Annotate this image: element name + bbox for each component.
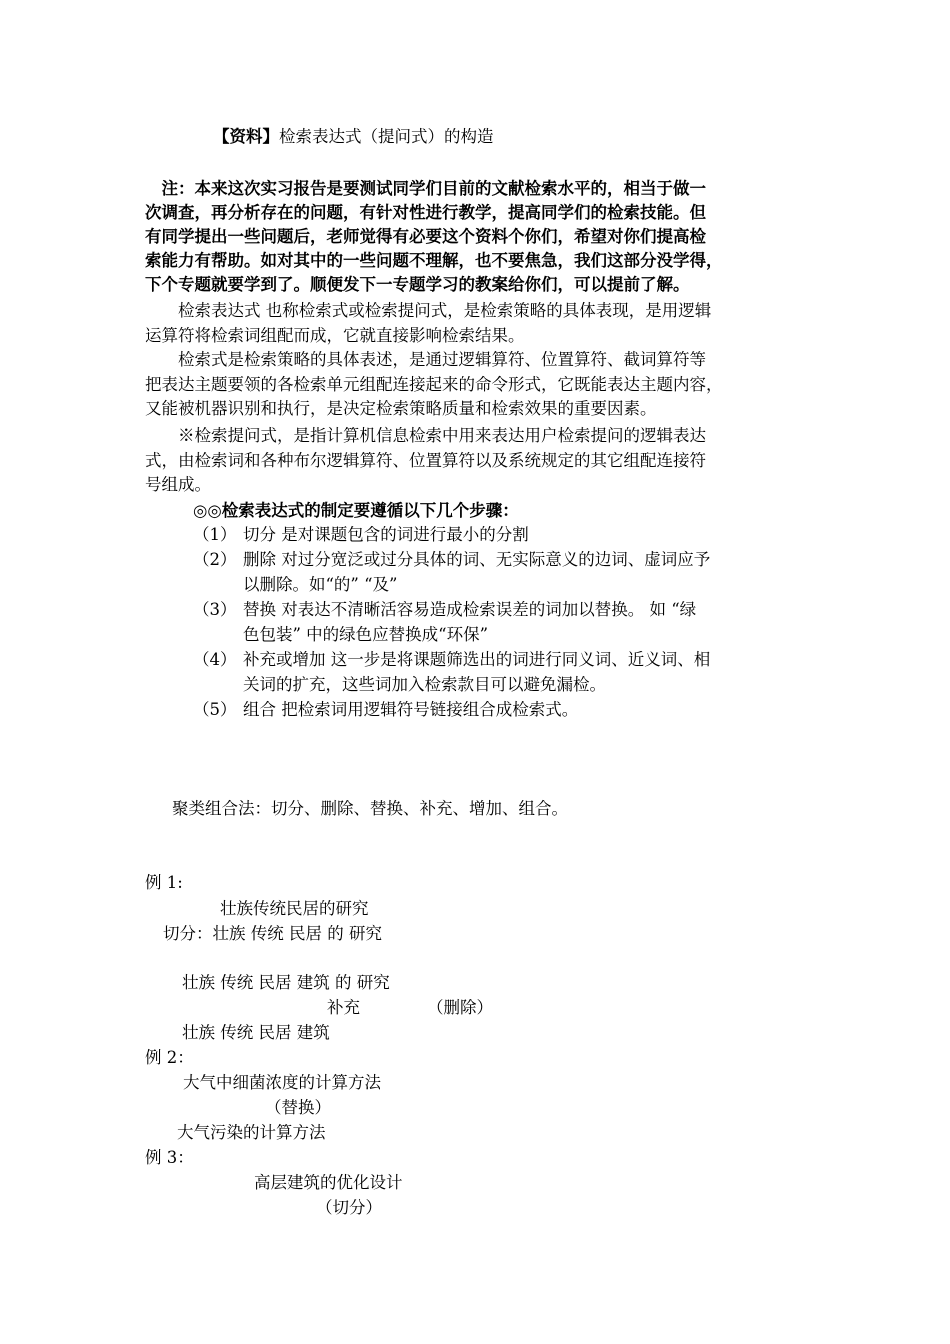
note-paragraph xyxy=(145,177,825,297)
steps-list xyxy=(0,523,950,723)
note-line: 下个专题就要学到了。顺便发下一专题学习的教案给你们，可以提前了解。 xyxy=(145,275,690,294)
example-1-cut: 切分：壮族 传统 民居 的 研究 xyxy=(163,924,382,943)
title-bracket: 【资料】 xyxy=(213,127,279,146)
paragraph-line: 式，由检索词和各种布尔逻辑算符、位置算符以及系统规定的其它组配连接符 xyxy=(145,450,706,470)
note-line: 有同学提出一些问题后，老师觉得有必要这个资料个你们，希望对你们提高检 xyxy=(145,227,706,246)
description-paragraph xyxy=(145,348,825,422)
paragraph-line: 检索式是检索策略的具体表述，是通过逻辑算符、位置算符、截词算符等 xyxy=(145,350,706,369)
definition-paragraph xyxy=(145,299,825,348)
step-number: （4） xyxy=(193,650,237,669)
example-1-row-1: 壮族 传统 民居 建筑 的 研究 xyxy=(182,973,390,992)
step-line: 切分 是对课题包含的词进行最小的分割 xyxy=(243,525,529,544)
page-title xyxy=(213,125,494,149)
example-2-note: （替换） xyxy=(265,1098,331,1117)
step-line: 删除 对过分宽泛或过分具体的词、无实际意义的边词、虚词应予 xyxy=(243,550,711,569)
example-1-note-add: 补充 xyxy=(327,998,360,1017)
steps-heading: ◎◎检索表达式的制定要遵循以下几个步骤： xyxy=(193,501,519,520)
paragraph-line: 把表达主题要领的各检索单元组配连接起来的命令形式，它既能表达主题内容， xyxy=(145,374,723,394)
note-line: 索能力有帮助。如对其中的一些问题不理解，也不要焦急，我们这部分没学得， xyxy=(145,251,723,270)
example-1-topic: 壮族传统民居的研究 xyxy=(220,899,369,918)
step-line: 色包装” 中的绿色应替换成“环保” xyxy=(243,624,489,644)
cluster-method: 聚类组合法：切分、删除、替换、补充、增加、组合。 xyxy=(172,799,568,818)
step-line: 补充或增加 这一步是将课题筛选出的词进行同义词、近义词、相 xyxy=(243,650,711,669)
example-1-row-3: 壮族 传统 民居 建筑 xyxy=(182,1023,330,1042)
paragraph-line: ※检索提问式，是指计算机信息检索中用来表达用户检索提问的逻辑表达 xyxy=(145,426,706,445)
paragraph-line: 又能被机器识别和执行，是决定检索策略质量和检索效果的重要因素。 xyxy=(145,399,657,418)
step-line: 组合 把检索词用逻辑符号链接组合成检索式。 xyxy=(243,700,579,719)
example-3-label: 例 3： xyxy=(145,1148,194,1167)
query-paragraph xyxy=(145,424,825,498)
example-1-label: 例 1: xyxy=(145,873,183,892)
step-line: 以删除。如“的” “及” xyxy=(243,574,398,594)
paragraph-line: 号组成。 xyxy=(145,475,211,494)
example-2-result: 大气污染的计算方法 xyxy=(177,1123,326,1142)
step-number: （5） xyxy=(193,700,237,719)
paragraph-line: 检索表达式 也称检索式或检索提问式，是检索策略的具体表现，是用逻辑 xyxy=(145,301,712,320)
note-line: 注：本来这次实习报告是要测试同学们目前的文献检索水平的，相当于做一 xyxy=(145,179,706,198)
step-line: 替换 对表达不清晰活容易造成检索误差的词加以替换。 如 “绿 xyxy=(243,600,697,619)
example-3-note: （切分） xyxy=(316,1198,382,1217)
example-2-topic: 大气中细菌浓度的计算方法 xyxy=(183,1073,381,1092)
paragraph-line: 运算符将检索词组配而成，它就直接影响检索结果。 xyxy=(145,325,525,345)
step-number: （2） xyxy=(193,550,237,569)
example-3-topic: 高层建筑的优化设计 xyxy=(254,1173,403,1192)
example-2-label: 例 2： xyxy=(145,1048,194,1067)
step-number: （1） xyxy=(193,525,237,544)
example-1-note-delete: （删除） xyxy=(427,998,493,1017)
note-line: 次调查，再分析存在的问题，有针对性进行教学，提高同学们的检索技能。但 xyxy=(145,203,706,222)
step-number: （3） xyxy=(193,600,237,619)
step-line: 关词的扩充，这些词加入检索款目可以避免漏检。 xyxy=(243,674,606,694)
title-text: 检索表达式（提问式）的构造 xyxy=(279,127,494,146)
